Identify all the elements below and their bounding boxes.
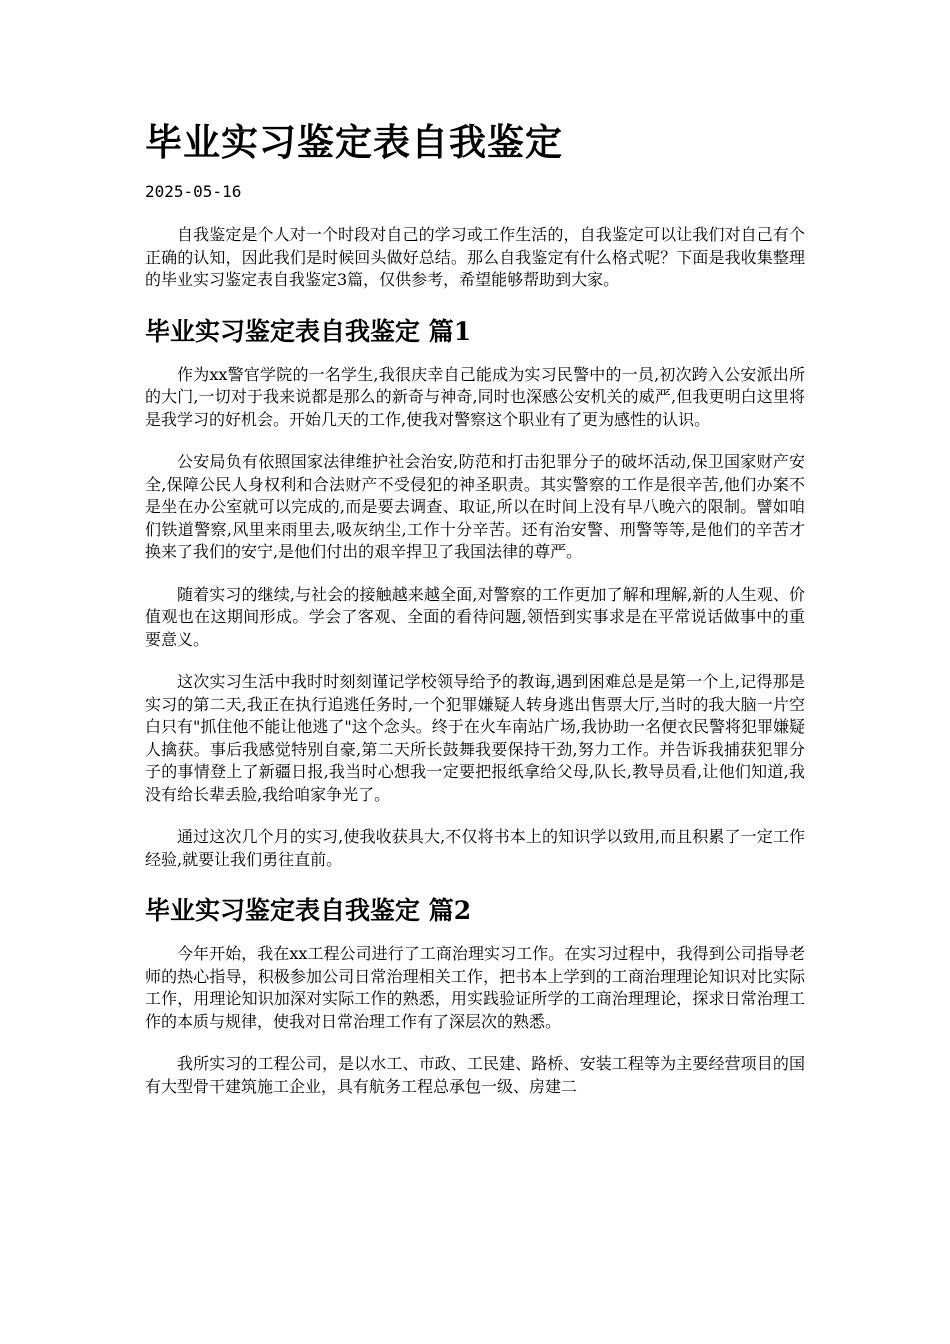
- publish-date: 2025-05-16: [145, 182, 242, 201]
- section-1-paragraph: 随着实习的继续,与社会的接触越来越全面,对警察的工作更加了解和理解,新的人生观、价值观也在这期间形成。学会了客观、全面的看待问题,领悟到实事求是在平常说话做事中的重要意义。: [145, 584, 805, 649]
- section-1-paragraph: 通过这次几个月的实习,使我收获具大,不仅将书本上的知识学以致用,而且积累了一定工作经验,就要让我们勇往直前。: [145, 827, 805, 869]
- section-heading-1: 毕业实习鉴定表自我鉴定 篇1: [145, 316, 472, 346]
- document-content: [145, 112, 805, 1118]
- section-2-paragraph: 我所实习的工程公司，是以水工、市政、工民建、路桥、安装工程等为主要经营项目的国有大型骨干建筑施工企业，具有航务工程总承包一级、房建二: [145, 1054, 805, 1096]
- section-heading-2: 毕业实习鉴定表自我鉴定 篇2: [145, 896, 472, 925]
- section-1-paragraph: 公安局负有依照国家法律维护社会治安,防范和打击犯罪分子的破坏活动,保卫国家财产安全,保障公民人身权利和合法财产不受侵犯的神圣职责。其实警察的工作是很辛苦,他们办案不是坐在办公室就可以完成的,而是要去调查、取证,所以在时间上没有早八晚六的限制。譬如咱们铁道警察,风里来雨里去,吸灰纳尘,工作十分辛苦。还有治安警、刑警等等,是他们的辛苦才换来了我们的安宁,是他们付出的艰辛捍卫了我国法律的尊严。: [145, 452, 805, 561]
- section-2-paragraph: 今年开始，我在xx工程公司进行了工商治理实习工作。在实习过程中，我得到公司指导老师的热心指导，积极参加公司日常治理相关工作，把书本上学到的工商治理理论知识对比实际工作，用理论知识加深对实际工作的熟悉，用实践验证所学的工商治理理论，探求日常治理工作的本质与规律，使我对日常治理工作有了深层次的熟悉。: [145, 944, 805, 1031]
- intro-paragraph: 自我鉴定是个人对一个时段对自己的学习或工作生活的，自我鉴定可以让我们对自己有个正确的认知，因此我们是时候回头做好总结。那么自我鉴定有什么格式呢？下面是我收集整理的毕业实习鉴定表自我鉴定3篇，仅供参考，希望能够帮助到大家。: [145, 225, 805, 289]
- section-1-paragraph: 这次实习生活中我时时刻刻谨记学校领导给予的教诲,遇到困难总是是第一个上,记得那是实习的第二天,我正在执行追逃任务时,一个犯罪嫌疑人转身逃出售票大厅,当时的我大脑一片空白只有"抓住他不能让他逃了"这个念头。终于在火车南站广场,我协助一名便衣民警将犯罪嫌疑人擒获。事后我感觉特别自豪,第二天所长鼓舞我要保持干劲,努力工作。并告诉我捕获犯罪分子的事情登上了新疆日报,我当时心想我一定要把报纸拿给父母,队长,教导员看,让他们知道,我没有给长辈丢脸,我给咱家争光了。: [145, 672, 805, 804]
- section-1-paragraph: 作为xx警官学院的一名学生,我很庆幸自己能成为实习民警中的一员,初次跨入公安派出所的大门,一切对于我来说都是那么的新奇与神奇,同时也深感公安机关的威严,但我更明白这里将是我学习的好机会。开始几天的工作,使我对警察这个职业有了更为感性的认识。: [145, 364, 805, 429]
- page-title: 毕业实习鉴定表自我鉴定: [145, 120, 563, 164]
